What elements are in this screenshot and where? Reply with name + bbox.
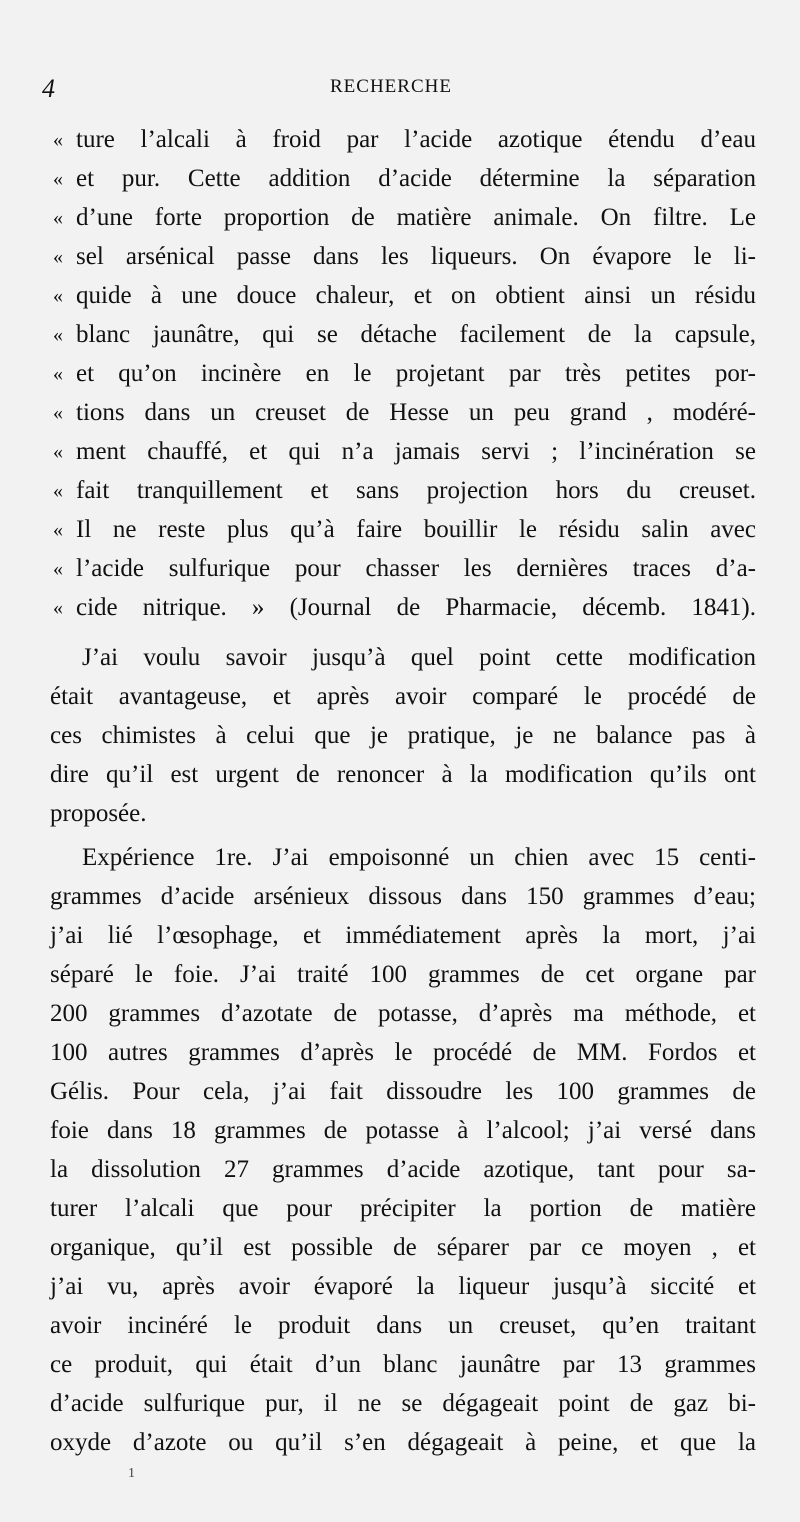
text-line xyxy=(0,510,800,550)
text-line xyxy=(0,120,800,160)
text-line xyxy=(0,916,800,956)
text-line xyxy=(0,1423,800,1463)
line-text: sel arsénical passe dans les liqueurs. On évapore le li- xyxy=(76,243,756,270)
line-text: ment chauffé, et qui n’a jamais servi ; l’incinération se xyxy=(76,438,756,465)
text-line xyxy=(0,237,800,277)
text-line xyxy=(0,1267,800,1307)
line-text: j’ai lié l’œsophage, et immédiatement après la mort, j’ai xyxy=(50,922,756,949)
quote-mark: « xyxy=(53,363,63,385)
line-text: Gélis. Pour cela, j’ai fait dissoudre les 100 grammes de xyxy=(50,1078,756,1105)
text-line xyxy=(0,716,800,756)
line-text: cide nitrique. » (Journal de Pharmacie, décemb. 1841). xyxy=(76,594,756,621)
text-line xyxy=(0,276,800,316)
text-line xyxy=(0,1033,800,1073)
text-line xyxy=(0,677,800,717)
line-text: oxyde d’azote ou qu’il s’en dégageait à peine, et que la xyxy=(50,1429,756,1456)
text-line xyxy=(0,955,800,995)
line-text: Il ne reste plus qu’à faire bouillir le résidu salin avec xyxy=(76,516,756,543)
line-text: j’ai vu, après avoir évaporé la liqueur jusqu’à siccité et xyxy=(50,1273,756,1300)
text-line xyxy=(0,393,800,433)
line-text: ture l’alcali à froid par l’acide azotique étendu d’eau xyxy=(76,126,756,153)
line-text: et pur. Cette addition d’acide détermine la séparation xyxy=(76,165,756,192)
text-line xyxy=(0,1150,800,1190)
quote-mark: « xyxy=(53,480,63,502)
line-text: 100 autres grammes d’après le procédé de MM. Fordos et xyxy=(50,1039,756,1066)
line-text: l’acide sulfurique pour chasser les dernières traces d’a- xyxy=(76,555,756,582)
signature-mark: 1 xyxy=(128,1466,135,1481)
text-line xyxy=(0,588,800,628)
quote-mark: « xyxy=(53,129,63,151)
text-line xyxy=(0,794,800,834)
line-text: ce produit, qui était d’un blanc jaunâtre par 13 grammes xyxy=(50,1351,756,1378)
text-line xyxy=(0,549,800,589)
text-line xyxy=(0,315,800,355)
text-line xyxy=(0,1072,800,1112)
text-line xyxy=(0,159,800,199)
quote-mark: « xyxy=(53,402,63,424)
line-text: foie dans 18 grammes de potasse à l’alcool; j’ai versé dans xyxy=(50,1117,756,1144)
line-text: avoir incinéré le produit dans un creuset, qu’en traitant xyxy=(50,1312,756,1339)
line-text: blanc jaunâtre, qui se détache facilement de la capsule, xyxy=(76,321,756,348)
text-line xyxy=(0,994,800,1034)
page-number: 4 xyxy=(42,74,55,103)
running-head xyxy=(0,74,800,104)
line-text: quide à une douce chaleur, et on obtient ainsi un résidu xyxy=(76,282,756,309)
text-line xyxy=(0,471,800,511)
quote-mark: « xyxy=(53,285,63,307)
line-text: proposée. xyxy=(50,800,147,827)
text-line xyxy=(0,198,800,238)
line-text: ces chimistes à celui que je pratique, je ne balance pas à xyxy=(50,722,756,749)
quote-mark: « xyxy=(53,168,63,190)
quote-mark: « xyxy=(53,519,63,541)
quote-mark: « xyxy=(53,441,63,463)
text-line xyxy=(0,1345,800,1385)
line-text: fait tranquillement et sans projection hors du creuset. xyxy=(76,477,756,504)
line-text: organique, qu’il est possible de séparer par ce moyen , et xyxy=(50,1234,756,1261)
running-title: RECHERCHE xyxy=(330,76,452,97)
line-text: turer l’alcali que pour précipiter la portion de matière xyxy=(50,1195,756,1222)
text-line xyxy=(0,638,800,678)
line-text: séparé le foie. J’ai traité 100 grammes de cet organe par xyxy=(50,961,756,988)
quote-mark: « xyxy=(53,207,63,229)
text-line xyxy=(0,432,800,472)
line-text: dire qu’il est urgent de renoncer à la modification qu’ils ont xyxy=(50,761,756,788)
line-text: tions dans un creuset de Hesse un peu grand , modéré- xyxy=(76,399,756,426)
text-line xyxy=(0,354,800,394)
text-line xyxy=(0,838,800,878)
line-text: et qu’on incinère en le projetant par très petites por- xyxy=(76,360,756,387)
line-text: 200 grammes d’azotate de potasse, d’après ma méthode, et xyxy=(50,1000,756,1027)
text-line xyxy=(0,755,800,795)
line-text: Expérience 1re. J’ai empoisonné un chien avec 15 centi- xyxy=(82,844,756,871)
line-text: était avantageuse, et après avoir comparé le procédé de xyxy=(50,683,756,710)
text-line xyxy=(0,1384,800,1424)
line-text: d’une forte proportion de matière animale. On filtre. Le xyxy=(76,204,756,231)
text-line xyxy=(0,1189,800,1229)
line-text: la dissolution 27 grammes d’acide azotique, tant pour sa- xyxy=(50,1156,756,1183)
line-text: grammes d’acide arsénieux dissous dans 150 grammes d’eau; xyxy=(50,883,756,910)
line-text: J’ai voulu savoir jusqu’à quel point cette modification xyxy=(82,644,756,671)
quote-mark: « xyxy=(53,597,63,619)
text-line xyxy=(0,1306,800,1346)
text-line xyxy=(0,1111,800,1151)
quote-mark: « xyxy=(53,324,63,346)
quote-mark: « xyxy=(53,558,63,580)
text-line xyxy=(0,1228,800,1268)
quote-mark: « xyxy=(53,246,63,268)
text-line xyxy=(0,877,800,917)
line-text: d’acide sulfurique pur, il ne se dégageait point de gaz bi- xyxy=(50,1390,756,1417)
